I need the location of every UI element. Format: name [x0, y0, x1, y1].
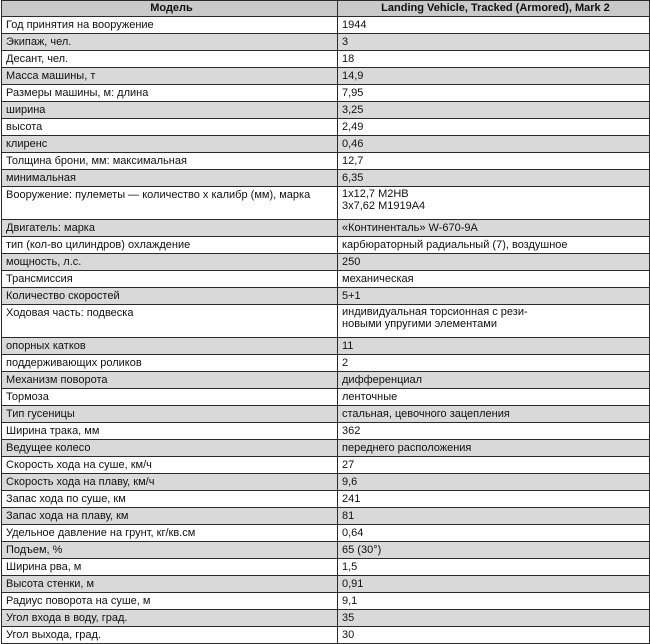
- table-row: [2, 254, 650, 271]
- table-row: [2, 119, 650, 136]
- row-value: 18: [338, 51, 650, 68]
- table-row: [2, 440, 650, 457]
- row-label: Размеры машины, м: длина: [2, 85, 338, 102]
- row-label: Масса машины, т: [2, 68, 338, 85]
- row-value: 3: [338, 34, 650, 51]
- row-label: Ширина рва, м: [2, 559, 338, 576]
- table-row: [2, 51, 650, 68]
- spec-table: [1, 0, 650, 644]
- row-value: 0,46: [338, 136, 650, 153]
- row-value: [338, 305, 650, 338]
- row-value: 9,6: [338, 474, 650, 491]
- row-value: 14,9: [338, 68, 650, 85]
- row-label: Подъем, %: [2, 542, 338, 559]
- row-value: 65 (30°): [338, 542, 650, 559]
- row-value: 0,64: [338, 525, 650, 542]
- row-label: Год принятия на вооружение: [2, 17, 338, 34]
- table-row: [2, 68, 650, 85]
- table-row: [2, 576, 650, 593]
- row-label: поддерживающих роликов: [2, 355, 338, 372]
- table-row: [2, 491, 650, 508]
- table-row: [2, 170, 650, 187]
- row-value: 9,1: [338, 593, 650, 610]
- row-value: 241: [338, 491, 650, 508]
- row-label: опорных катков: [2, 338, 338, 355]
- row-value: 6,35: [338, 170, 650, 187]
- row-value: дифференциал: [338, 372, 650, 389]
- row-value: карбюраторный радиальный (7), воздушное: [338, 237, 650, 254]
- row-value: 0,91: [338, 576, 650, 593]
- row-label: Количество скоростей: [2, 288, 338, 305]
- row-label: мощность, л.с.: [2, 254, 338, 271]
- row-value: стальная, цевочного зацепления: [338, 406, 650, 423]
- table-row: [2, 17, 650, 34]
- row-label: минимальная: [2, 170, 338, 187]
- row-label: Удельное давление на грунт, кг/кв.см: [2, 525, 338, 542]
- row-value: 2,49: [338, 119, 650, 136]
- table-row: [2, 542, 650, 559]
- row-value: переднего расположения: [338, 440, 650, 457]
- row-label: Угол выхода, град.: [2, 627, 338, 644]
- row-value: 1,5: [338, 559, 650, 576]
- row-label: Ходовая часть: подвеска: [2, 305, 338, 338]
- table-row: [2, 593, 650, 610]
- table-row: [2, 423, 650, 440]
- table-row: [2, 525, 650, 542]
- table-row: [2, 305, 650, 338]
- row-value: ленточные: [338, 389, 650, 406]
- row-label: высота: [2, 119, 338, 136]
- row-label: Ведущее колесо: [2, 440, 338, 457]
- table-row: [2, 610, 650, 627]
- row-label: Трансмиссия: [2, 271, 338, 288]
- row-label: Угол входа в воду, град.: [2, 610, 338, 627]
- row-value: 11: [338, 338, 650, 355]
- table-row: [2, 355, 650, 372]
- row-label: Механизм поворота: [2, 372, 338, 389]
- table-row: [2, 220, 650, 237]
- row-value: 81: [338, 508, 650, 525]
- row-label: Тип гусеницы: [2, 406, 338, 423]
- table-row: [2, 34, 650, 51]
- row-value: 1944: [338, 17, 650, 34]
- row-value: механическая: [338, 271, 650, 288]
- row-label: тип (кол-во цилиндров) охлаждение: [2, 237, 338, 254]
- row-label: Скорость хода на суше, км/ч: [2, 457, 338, 474]
- row-value-text: 1x12,7 M2HB 3x7,62 M1919A4: [342, 188, 426, 212]
- row-value: 5+1: [338, 288, 650, 305]
- table-row: [2, 627, 650, 644]
- row-value: 12,7: [338, 153, 650, 170]
- table-row: [2, 474, 650, 491]
- row-value: 2: [338, 355, 650, 372]
- row-value: 30: [338, 627, 650, 644]
- row-value: 3,25: [338, 102, 650, 119]
- table-row: [2, 136, 650, 153]
- row-value: 362: [338, 423, 650, 440]
- row-value: «Континенталь» W-670-9A: [338, 220, 650, 237]
- table-row: [2, 102, 650, 119]
- table-row: [2, 237, 650, 254]
- row-label: Двигатель: марка: [2, 220, 338, 237]
- row-label: Радиус поворота на суше, м: [2, 593, 338, 610]
- row-label: Толщина брони, мм: максимальная: [2, 153, 338, 170]
- row-value: 27: [338, 457, 650, 474]
- table-row: [2, 187, 650, 220]
- table-header-row: [2, 1, 650, 17]
- row-label: Тормоза: [2, 389, 338, 406]
- row-label: Вооружение: пулеметы — количество х калибр (мм), марка: [2, 187, 338, 220]
- table-row: [2, 288, 650, 305]
- table-row: [2, 153, 650, 170]
- row-label: Высота стенки, м: [2, 576, 338, 593]
- row-value: 35: [338, 610, 650, 627]
- row-label: Ширина трака, мм: [2, 423, 338, 440]
- header-vehicle-name: Landing Vehicle, Tracked (Armored), Mark 2: [338, 1, 650, 17]
- row-label: ширина: [2, 102, 338, 119]
- header-model: Модель: [2, 1, 338, 17]
- row-value: [338, 187, 650, 220]
- row-value-text: индивидуальная торсионная с рези- новыми упругими элементами: [342, 306, 528, 330]
- row-label: Десант, чел.: [2, 51, 338, 68]
- table-row: [2, 457, 650, 474]
- table-row: [2, 389, 650, 406]
- row-label: Запас хода по суше, км: [2, 491, 338, 508]
- row-label: Экипаж, чел.: [2, 34, 338, 51]
- table-row: [2, 406, 650, 423]
- table-row: [2, 508, 650, 525]
- table-row: [2, 559, 650, 576]
- row-label: Скорость хода на плаву, км/ч: [2, 474, 338, 491]
- row-label: клиренс: [2, 136, 338, 153]
- row-value: 7,95: [338, 85, 650, 102]
- table-row: [2, 271, 650, 288]
- table-row: [2, 85, 650, 102]
- table-row: [2, 372, 650, 389]
- row-label: Запас хода на плаву, км: [2, 508, 338, 525]
- row-value: 250: [338, 254, 650, 271]
- table-row: [2, 338, 650, 355]
